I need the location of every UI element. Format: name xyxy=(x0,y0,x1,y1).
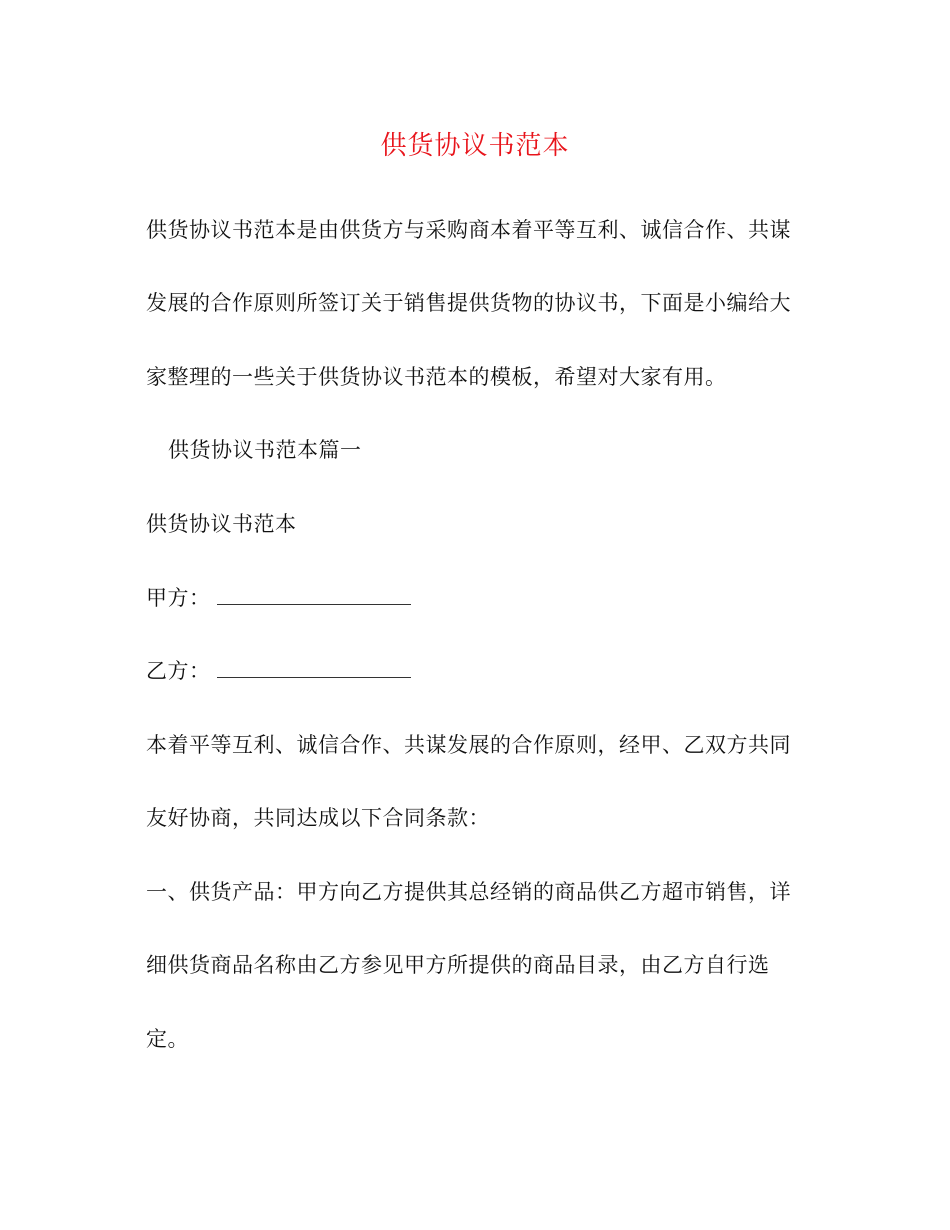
party-a-blank xyxy=(217,584,411,605)
clause-1-line-1: 一、供货产品：甲方向乙方提供其总经销的商品供乙方超市销售，详 xyxy=(146,880,791,904)
document-title: 供货协议书范本 xyxy=(380,131,570,161)
party-a-label: 甲方： xyxy=(146,586,211,610)
section-subtitle: 供货协议书范本 xyxy=(146,512,297,536)
party-a-row xyxy=(146,582,806,614)
clause-1-line-2: 细供货商品名称由乙方参见甲方所提供的商品目录，由乙方自行选 xyxy=(146,953,770,977)
intro-line-2: 发展的合作原则所签订关于销售提供货物的协议书，下面是小编给大 xyxy=(146,291,791,315)
section-heading: 供货协议书范本篇一 xyxy=(168,438,362,462)
intro-line-1: 供货协议书范本是由供货方与采购商本着平等互利、诚信合作、共谋 xyxy=(146,218,791,242)
party-b-row xyxy=(146,655,806,687)
preamble-line-1: 本着平等互利、诚信合作、共谋发展的合作原则，经甲、乙双方共同 xyxy=(146,733,791,757)
intro-line-3: 家整理的一些关于供货协议书范本的模板，希望对大家有用。 xyxy=(146,365,727,389)
party-b-label: 乙方： xyxy=(146,659,211,683)
preamble-line-2: 友好协商，共同达成以下合同条款： xyxy=(146,806,490,830)
clause-1-line-3: 定。 xyxy=(146,1027,189,1051)
party-b-blank xyxy=(217,657,411,678)
